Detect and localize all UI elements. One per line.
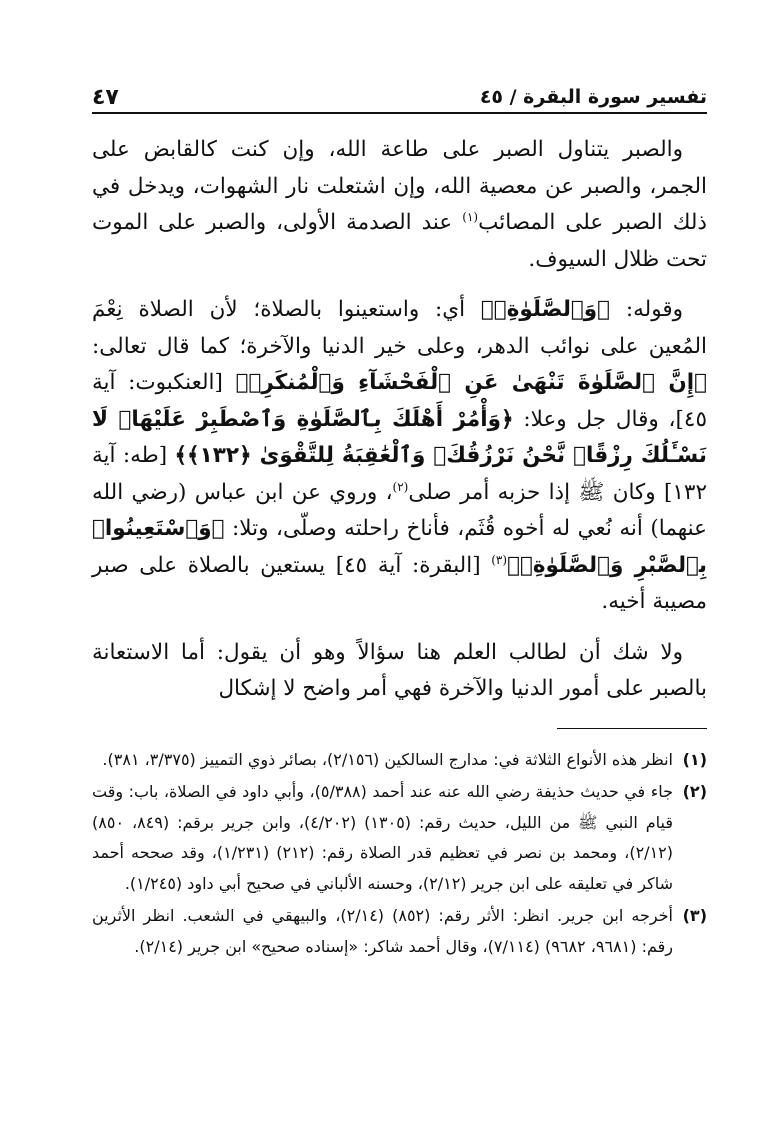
footnote-text: أخرجه ابن جرير. انظر: الأثر رقم: (٨٥٢) (٢/١٤)، والبيهقي في الشعب. انظر الأثرين رقم: (٩٦٨١، ٩٦٨٢) (٧/١١٤)، وقال أحمد شاكر: «إسناده صحيح» ابن جرير (٢/١٤). — [92, 906, 673, 956]
text-run: ولا شك أن لطالب العلم هنا سؤالاً وهو أن يقول: أما الاستعانة بالصبر على أمور الدنيا والآخرة فهي أمر واضح لا إشكال — [92, 639, 707, 701]
footnote-separator — [557, 728, 707, 729]
quran-verse: ﴿إِنَّ ٱلصَّلَوٰةَ تَنْهَىٰ عَنِ ٱلْفَحْشَآءِ وَٱلْمُنكَرِۗ﴾ — [235, 370, 707, 395]
footnote-text: انظر هذه الأنواع الثلاثة في: مدارج السالكين (٢/١٥٦)، بصائر ذوي التمييز (٣/٣٧٥، ٣٨١). — [102, 749, 673, 769]
text-run: والصبر يتناول الصبر على طاعة الله، وإن كنت كالقابض على الجمر، والصبر عن معصية الله، وإن اشتعلت نار الشهوات، ويدخل في ذلك الصبر على المصائب — [92, 137, 707, 235]
footnote-ref: (٢) — [392, 479, 409, 494]
footnotes — [92, 745, 707, 963]
quran-verse: ﴿وَٱلصَّلَوٰةِۚ﴾ — [480, 297, 611, 322]
text-run: [العنكبوت: آية ٤٥]، وقال جل وعلا: — [92, 370, 707, 432]
footnote-number: (٢) — [682, 782, 707, 801]
footnote-number: (١) — [682, 749, 707, 769]
paragraph — [92, 132, 707, 278]
text-run: أي: واستعينوا بالصلاة؛ لأن الصلاة نِعْمَ المُعين على نوائب الدهر، وعلى خير الدنيا والآخرة؛ كما قال تعالى: — [92, 297, 707, 359]
quran-verse: ﴿وَأْمُرْ أَهْلَكَ بِٱلصَّلَوٰةِ وَٱصْطَبِرْ عَلَيْهَاۖ لَا نَسْـَٔلُكَ رِزْقًاۖ نَّحْنُ نَرْزُقُكَۗ وَٱلْعَٰقِبَةُ لِلتَّقْوَىٰ ﴿١٣٢﴾﴾ — [92, 406, 707, 468]
footnote-ref: (١) — [462, 209, 479, 224]
quran-verse: ﴿وَٱسْتَعِينُوا۟ بِٱلصَّبْرِ وَٱلصَّلَوٰةِۚ﴾ — [92, 516, 708, 578]
footnote-number: (٣) — [682, 906, 707, 925]
text-run: ، وروي عن ابن عباس (رضي الله عنهما) أنه نُعي له أخوه قُثَم، فأناخ راحلته وصلّى، وتلا: — [92, 479, 707, 541]
footnote — [92, 901, 707, 962]
text-run: وقوله: — [610, 297, 683, 322]
page-header — [92, 72, 707, 114]
text-run: عند الصدمة الأولى، والصبر على الموت تحت ظلال السيوف. — [92, 210, 707, 272]
paragraph — [92, 292, 707, 621]
page-number: ٤٧ — [92, 85, 119, 110]
footnote-text: جاء في حديث حذيفة رضي الله عنه عند أحمد (٥/٣٨٨)، وأبي داود في الصلاة، باب: وقت قيام النبي ﷺ من الليل، حديث رقم: (١٣٠٥) (٤/٢٠٢)، وابن جرير برقم: (٨٤٩، ٨٥٠) (٢/١٢)، ومحمد بن نصر في تعظيم قدر الصلاة رقم: (٢١٢) (١/٢٣١)، وقد صححه أحمد شاكر في تعليقه على ابن جرير (٢/١٢)، وحسنه الألباني في صحيح أبي داود (١/٢٤٥). — [92, 782, 673, 893]
footnote-ref: (٣) — [491, 552, 508, 567]
footnote — [92, 745, 707, 776]
running-title: تفسير سورة البقرة / ٤٥ — [479, 86, 707, 108]
text-run: [طه: آية ١٣٢] وكان ﷺ إذا حزبه أمر صلى — [92, 443, 707, 505]
main-text — [92, 132, 707, 708]
footnote — [92, 777, 707, 899]
paragraph — [92, 635, 707, 708]
book-page — [92, 72, 707, 964]
text-run: [البقرة: آية ٤٥] يستعين بالصلاة على صبر مصيبة أخيه. — [92, 552, 707, 614]
